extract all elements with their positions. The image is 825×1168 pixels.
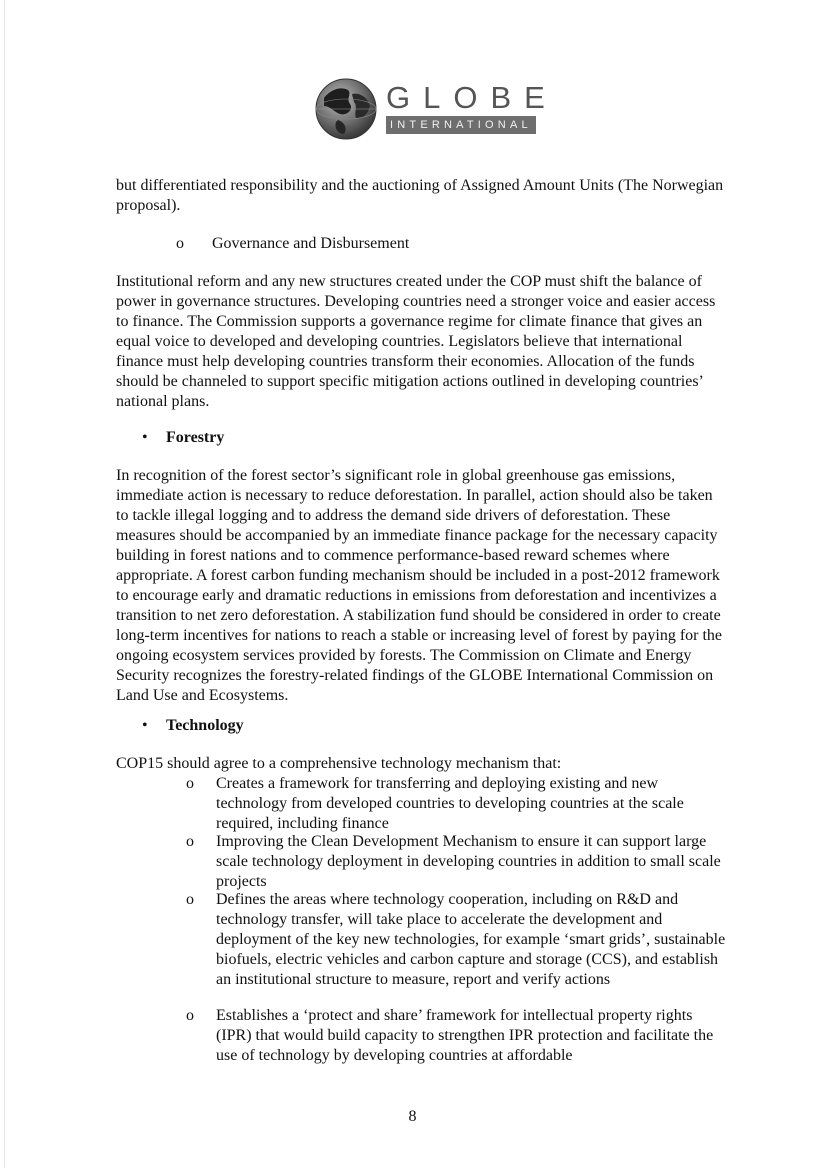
logo-subtitle: INTERNATIONAL bbox=[386, 116, 536, 134]
list-item bbox=[186, 832, 728, 892]
list-marker: o bbox=[186, 833, 194, 850]
list-item bbox=[186, 774, 728, 834]
list-item-text: Establishes a ‘protect and share’ framework for intellectual property rights (IPR) that would build capacity to strengthen IPR protection and facilitate the use of technology by developing countries at affordable bbox=[216, 1007, 714, 1064]
scan-edge-line bbox=[4, 0, 5, 1168]
logo-wordmark: GLOBE bbox=[386, 80, 558, 115]
heading-forestry bbox=[142, 428, 224, 448]
paragraph-text: COP15 should agree to a comprehensive technology mechanism that: bbox=[116, 755, 562, 772]
page-number: 8 bbox=[408, 1108, 417, 1125]
heading-technology bbox=[142, 716, 244, 736]
heading-text: Technology bbox=[166, 717, 244, 734]
list-marker: o bbox=[176, 235, 184, 252]
paragraph-text: In recognition of the forest sector’s significant role in global greenhouse gas emissions, immediate action is necessary to reduce deforestation. In parallel, action should also be taken to tackle illegal logging and to address the demand side drivers of deforestation. These measures should be accompanied by an immediate finance package for the necessary capacity building in forest nations and to commence performance-based reward schemes where appropriate. A forest carbon funding mechanism should be included in a post-2012 framework to encourage early and dramatic reductions in emissions from deforestation and incentivizes a transition to net zero deforestation. A stabilization fund should be considered in order to create long-term incentives for nations to reach a stable or increasing level of forest by paying for the ongoing ecosystem services provided by forests. The Commission on Climate and Energy Security recognizes the forestry-related findings of the GLOBE International Commission on Land Use and Ecosystems. bbox=[116, 467, 723, 704]
paragraph-technology-intro bbox=[116, 754, 728, 774]
list-item-text: Creates a framework for transferring and deploying existing and new technology from developed countries to developing countries at the scale required, including finance bbox=[216, 775, 684, 832]
list-item bbox=[186, 1006, 728, 1066]
bullet-marker: • bbox=[142, 717, 148, 734]
paragraph-governance bbox=[116, 272, 728, 412]
bullet-marker: • bbox=[142, 429, 148, 446]
list-marker: o bbox=[186, 891, 194, 908]
list-item bbox=[186, 890, 728, 990]
heading-text: Forestry bbox=[166, 429, 225, 446]
paragraph-text: Institutional reform and any new structures created under the COP must shift the balance of power in governance structures. Developing countries need a stronger voice and easier access to finance. The Commission supports a governance regime for climate finance that gives an equal voice to developed and developing countries. Legislators believe that international finance must help developing countries transform their economies. Allocation of the funds should be channeled to support specific mitigation actions outlined in developing countries’ national plans. bbox=[116, 273, 716, 410]
paragraph-forestry bbox=[116, 466, 728, 706]
globe-international-logo bbox=[310, 76, 558, 142]
list-marker: o bbox=[186, 1007, 194, 1024]
sub-heading-governance bbox=[176, 234, 409, 254]
list-item-text: Improving the Clean Development Mechanism to ensure it can support large scale technology deployment in developing countries in addition to small scale projects bbox=[216, 833, 721, 890]
paragraph-continuation bbox=[116, 176, 728, 216]
list-marker: o bbox=[186, 775, 194, 792]
sub-heading-text: Governance and Disbursement bbox=[212, 235, 410, 252]
paragraph-text: but differentiated responsibility and the auctioning of Assigned Amount Units (The Norwegian proposal). bbox=[116, 177, 724, 214]
list-item-text: Defines the areas where technology cooperation, including on R&D and technology transfer, will take place to accelerate the development and deployment of the key new technologies, for example ‘smart grids’, sustainable biofuels, electric vehicles and carbon capture and storage (CCS), and establish an institutional structure to measure, report and verify actions bbox=[216, 891, 726, 988]
globe-icon bbox=[310, 76, 382, 142]
